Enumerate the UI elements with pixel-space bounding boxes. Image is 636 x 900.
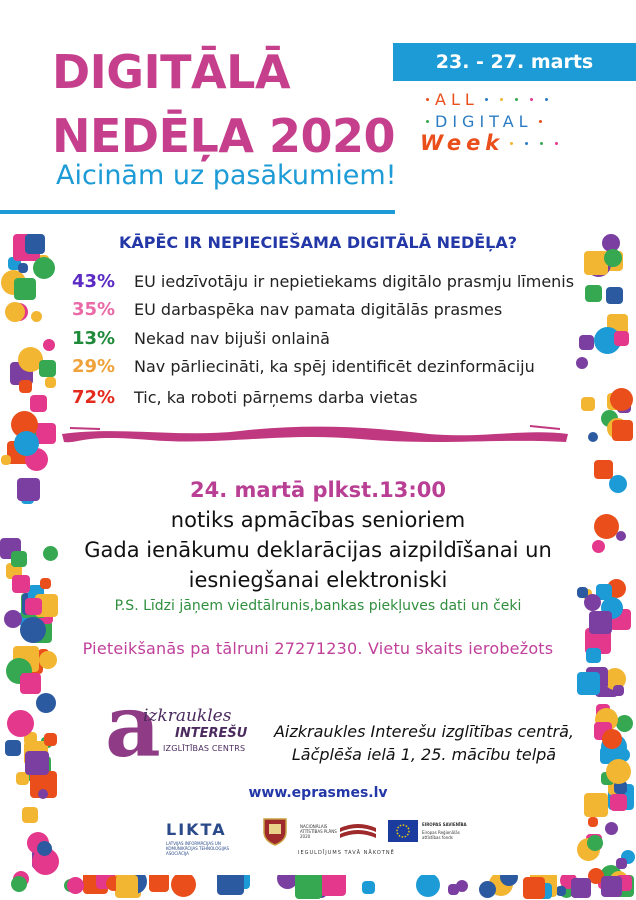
decorative-tile xyxy=(17,478,40,501)
decorative-tile xyxy=(33,257,55,279)
adw-word-week: Week xyxy=(420,131,505,155)
event-ps-note: P.S. Līdzi jāņem viedtālrunis,bankas piekļuves dati un čeki xyxy=(114,598,522,614)
decorative-tile xyxy=(606,287,623,304)
decorative-tile xyxy=(523,877,545,899)
nap-text: NACIONĀLAIS ATTĪSTĪBAS PLĀNS 2020 xyxy=(300,824,337,839)
adw-row-2 xyxy=(420,110,620,132)
decorative-tile xyxy=(36,693,56,713)
organizer-logo-letter: a xyxy=(105,676,161,777)
decorative-tile xyxy=(20,673,41,694)
decorative-tile xyxy=(448,884,459,895)
decorative-tile xyxy=(39,651,57,669)
decorative-tile xyxy=(11,876,27,892)
funders-motto: IEGULDĪJUMS TAVĀ NĀKOTNĒ xyxy=(298,850,395,856)
decorative-tile xyxy=(579,335,594,350)
title-line-2: NEDĒĻA 2020 xyxy=(52,109,395,163)
all-digital-week-logo xyxy=(420,88,620,160)
website-link[interactable]: www.eprasmes.lv xyxy=(248,785,388,801)
stat-row xyxy=(72,324,330,352)
decorative-tile xyxy=(589,611,612,634)
event-line-1: notiks apmācības senioriem xyxy=(170,508,466,532)
funders-logos xyxy=(258,814,476,860)
venue-line-2: Lāčplēša ielā 1, 25. mācību telpā xyxy=(291,745,557,764)
stat-percent: 29% xyxy=(72,355,116,377)
organizer-logo xyxy=(105,676,265,777)
decorative-tile xyxy=(38,789,48,799)
decorative-tile xyxy=(7,710,34,737)
title-line-1: DIGITĀLĀ xyxy=(52,45,291,99)
organizer-logo-line3: IZGLĪTĪBAS CENTRS xyxy=(163,744,246,753)
likta-logo xyxy=(166,820,252,860)
decorative-tile xyxy=(18,263,28,273)
decorative-tile xyxy=(116,875,138,897)
decorative-tile xyxy=(25,598,42,615)
page-subtitle: Aicinām uz pasākumiem! xyxy=(56,160,397,191)
adw-row-3 xyxy=(420,132,620,154)
decorative-tile xyxy=(571,878,591,898)
decorative-tile xyxy=(5,740,21,756)
decorative-tile xyxy=(594,460,613,479)
decorative-tile xyxy=(67,877,84,894)
stat-row xyxy=(72,267,574,295)
likta-name: LIKTA xyxy=(166,820,227,839)
decorative-tile xyxy=(592,540,605,553)
decorative-tile xyxy=(14,431,39,456)
signup-info: Pieteikšanās pa tālruni 27271230. Vietu skaits ierobežots xyxy=(82,639,554,658)
stat-text: Nav pārliecināti, ka spēj identificēt dezinformāciju xyxy=(134,356,535,376)
decorative-tile xyxy=(12,575,30,593)
decorative-tile xyxy=(416,873,440,897)
brush-stroke-divider xyxy=(60,422,570,448)
decorative-tile xyxy=(584,793,608,817)
decorative-tile xyxy=(43,546,58,561)
decorative-tile xyxy=(171,872,196,897)
latvia-flag-icon xyxy=(338,820,378,840)
decorative-tile xyxy=(149,872,169,892)
decorative-tile xyxy=(479,881,496,898)
decorative-tile xyxy=(577,587,588,598)
stat-text: Nekad nav bijuši onlainā xyxy=(134,328,330,348)
adw-word-digital: DIGITAL xyxy=(435,111,533,131)
event-line-2: Gada ienākumu deklarācijas aizpildīšanai un xyxy=(84,538,552,562)
decorative-tile xyxy=(43,339,55,351)
decorative-tile xyxy=(601,876,622,897)
decorative-tile xyxy=(606,759,631,784)
eu-text: EIROPAS SAVIENĪBA xyxy=(422,822,467,827)
decorative-tile xyxy=(586,648,601,663)
decorative-tile xyxy=(39,360,56,377)
stat-text: EU iedzīvotāju ir nepietiekams digitālo prasmju līmenis xyxy=(134,271,575,291)
eu-fund-text: Eiropas Reģionālās attīstības fonds xyxy=(422,830,460,840)
decorative-tile xyxy=(610,388,633,411)
decorative-tile xyxy=(612,420,633,441)
decorative-tile xyxy=(616,715,633,732)
stat-text: EU darbaspēka nav pamata digitālās prasmes xyxy=(134,299,503,319)
decorative-tile xyxy=(295,872,322,899)
event-datetime: 24. martā plkst.13:00 xyxy=(190,478,446,502)
stat-percent: 35% xyxy=(72,298,116,320)
decorative-tile xyxy=(613,685,624,696)
eu-flag-icon xyxy=(388,820,418,842)
venue-line-1: Aizkraukles Interešu izglītības centrā, xyxy=(273,722,575,741)
decorative-tile xyxy=(30,395,47,412)
decorative-tile xyxy=(20,617,46,643)
decorative-tile xyxy=(577,672,600,695)
decorative-tile xyxy=(40,578,51,589)
stat-percent: 43% xyxy=(72,270,116,292)
decorative-tile xyxy=(602,729,622,749)
likta-subtitle: LATVIJAS INFORMĀCIJAS UN KOMUNIKĀCIJAS TEHNOLOĢIJAS ASOCIĀCIJA xyxy=(166,841,230,856)
title-divider xyxy=(0,210,395,214)
decorative-tile xyxy=(25,751,49,775)
decorative-tile xyxy=(581,397,595,411)
decorative-tile xyxy=(604,249,622,267)
decorative-icon-pattern-left xyxy=(0,230,60,900)
date-banner: 23. - 27. marts xyxy=(393,43,636,81)
decorative-tile xyxy=(45,377,56,388)
decorative-tile xyxy=(616,531,626,541)
decorative-tile xyxy=(1,455,11,465)
stat-row xyxy=(72,352,535,380)
decorative-tile xyxy=(362,881,375,894)
decorative-tile xyxy=(31,311,42,322)
stat-row xyxy=(72,383,418,411)
stat-percent: 13% xyxy=(72,327,116,349)
stat-percent: 72% xyxy=(72,386,116,408)
decorative-tile xyxy=(7,664,22,679)
adw-word-all: ALL xyxy=(435,89,479,109)
stat-row xyxy=(72,295,502,323)
stat-text: Tic, ka roboti pārņems darba vietas xyxy=(134,387,418,407)
coat-of-arms-icon xyxy=(260,816,290,846)
decorative-tile xyxy=(605,822,618,835)
decorative-tile xyxy=(5,302,25,322)
decorative-tile xyxy=(576,357,588,369)
decorative-tile xyxy=(588,432,598,442)
decorative-tile xyxy=(19,380,32,393)
decorative-tile xyxy=(610,794,627,811)
decorative-tile xyxy=(588,817,598,827)
decorative-tile xyxy=(4,610,22,628)
decorative-tile xyxy=(44,733,57,746)
why-heading: KĀPĒC IR NEPIECIEŠAMA DIGITĀLĀ NEDĒĻA? xyxy=(118,233,518,252)
decorative-tile xyxy=(37,841,52,856)
decorative-tile xyxy=(22,807,38,823)
decorative-tile xyxy=(11,551,27,567)
decorative-icon-pattern-right xyxy=(576,230,636,900)
adw-row-1 xyxy=(420,88,620,110)
organizer-logo-line2: INTEREŠU xyxy=(175,726,248,741)
organizer-logo-name: izkraukles xyxy=(143,706,232,726)
decorative-tile xyxy=(594,514,619,539)
decorative-tile xyxy=(14,278,36,300)
event-line-3: iesniegšanai elektroniski xyxy=(188,568,448,592)
page-title xyxy=(52,40,395,168)
decorative-tile xyxy=(25,234,45,254)
decorative-tile xyxy=(587,835,603,851)
decorative-tile xyxy=(614,331,629,346)
decorative-tile xyxy=(556,886,566,896)
decorative-tile xyxy=(585,285,602,302)
